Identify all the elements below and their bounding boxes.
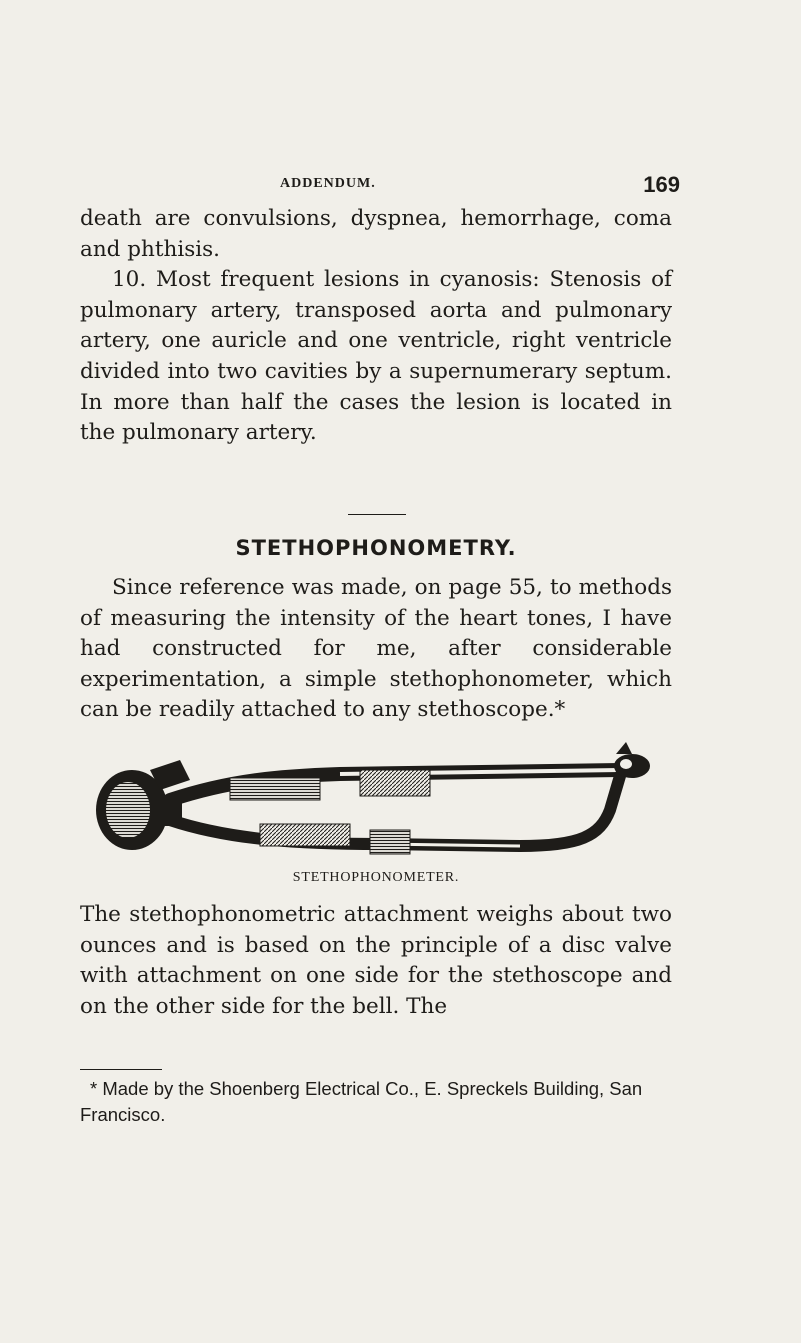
paragraph-attachment-description: The stethophonometric attachment weighs about two ounces and is based on the principle of a disc valve with attachment on one side for the stethoscope and on the other side for the bell. The: [80, 902, 672, 1019]
text-block-bottom: [80, 900, 672, 1022]
paragraph-lesions-cyanosis: 10. Most frequent lesions in cyanosis: Stenosis of pulmonary artery, transposed aorta and pulmonary artery, one auricle and one ventricle, right ventricle divided into two cavities by a supernumerary septum. In more than half the cases the lesion is located in the pulmonary artery.: [80, 267, 672, 446]
text-block-middle: [80, 573, 672, 726]
paragraph-continuation: death are convulsions, dyspnea, hemorrhage, coma and phthisis.: [80, 206, 672, 262]
figure-caption: STETHOPHONOMETER.: [292, 870, 460, 885]
stethophonometer-illustration: [80, 740, 680, 865]
section-heading: STETHOPHONOMETRY.: [235, 536, 517, 560]
footnote: [80, 1076, 672, 1128]
text-block-top: [80, 204, 672, 449]
section-divider: [348, 514, 406, 515]
paragraph-intro-stethophonometer: Since reference was made, on page 55, to methods of measuring the intensity of the heart tones, I have had constructed for me, after considerable experimentation, a simple stethophonometer, which can be readily attached to any stethoscope.*: [80, 575, 672, 723]
footnote-text: * Made by the Shoenberg Electrical Co., E. Spreckels Building, San Francisco.: [80, 1078, 643, 1125]
page-header: [80, 172, 680, 196]
footnote-rule: [80, 1069, 162, 1070]
running-head: ADDENDUM.: [280, 176, 376, 191]
page-number: 169: [643, 172, 680, 197]
